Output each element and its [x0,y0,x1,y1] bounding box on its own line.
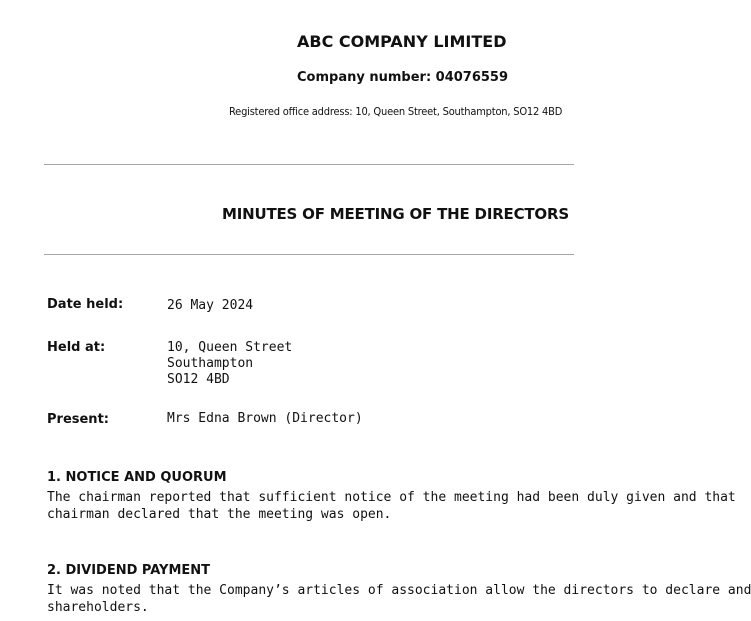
section-heading-notice-quorum: 1. NOTICE AND QUORUM [47,470,227,485]
address-line: SO12 4BD [167,372,230,387]
date-held-value: 26 May 2024 [167,298,254,313]
registered-office-address: Registered office address: 10, Queen Street, Southampton, SO12 4BD [229,105,563,118]
paragraph-line: chairman declared that the meeting was open. [47,507,392,522]
address-line: Southampton [167,356,254,371]
held-at-address [167,340,292,388]
present-label: Present: [47,412,109,427]
divider [44,164,574,165]
document-title: MINUTES OF MEETING OF THE DIRECTORS [222,205,569,223]
present-value: Mrs Edna Brown (Director) [167,411,363,426]
paragraph-line: The chairman reported that sufficient notice of the meeting had been duly given and that [47,490,736,505]
section-paragraph-notice-quorum [47,489,736,523]
divider [44,254,574,255]
company-name: ABC COMPANY LIMITED [297,32,507,51]
company-number: Company number: 04076559 [297,70,509,85]
section-heading-dividend-payment: 2. DIVIDEND PAYMENT [47,563,211,578]
section-paragraph-dividend-payment [47,582,751,616]
paragraph-line: It was noted that the Company’s articles of association allow the directors to declare and [47,583,751,598]
held-at-label: Held at: [47,340,106,355]
date-held-label: Date held: [47,297,124,312]
address-line: 10, Queen Street [167,340,293,355]
paragraph-line: shareholders. [47,600,149,615]
